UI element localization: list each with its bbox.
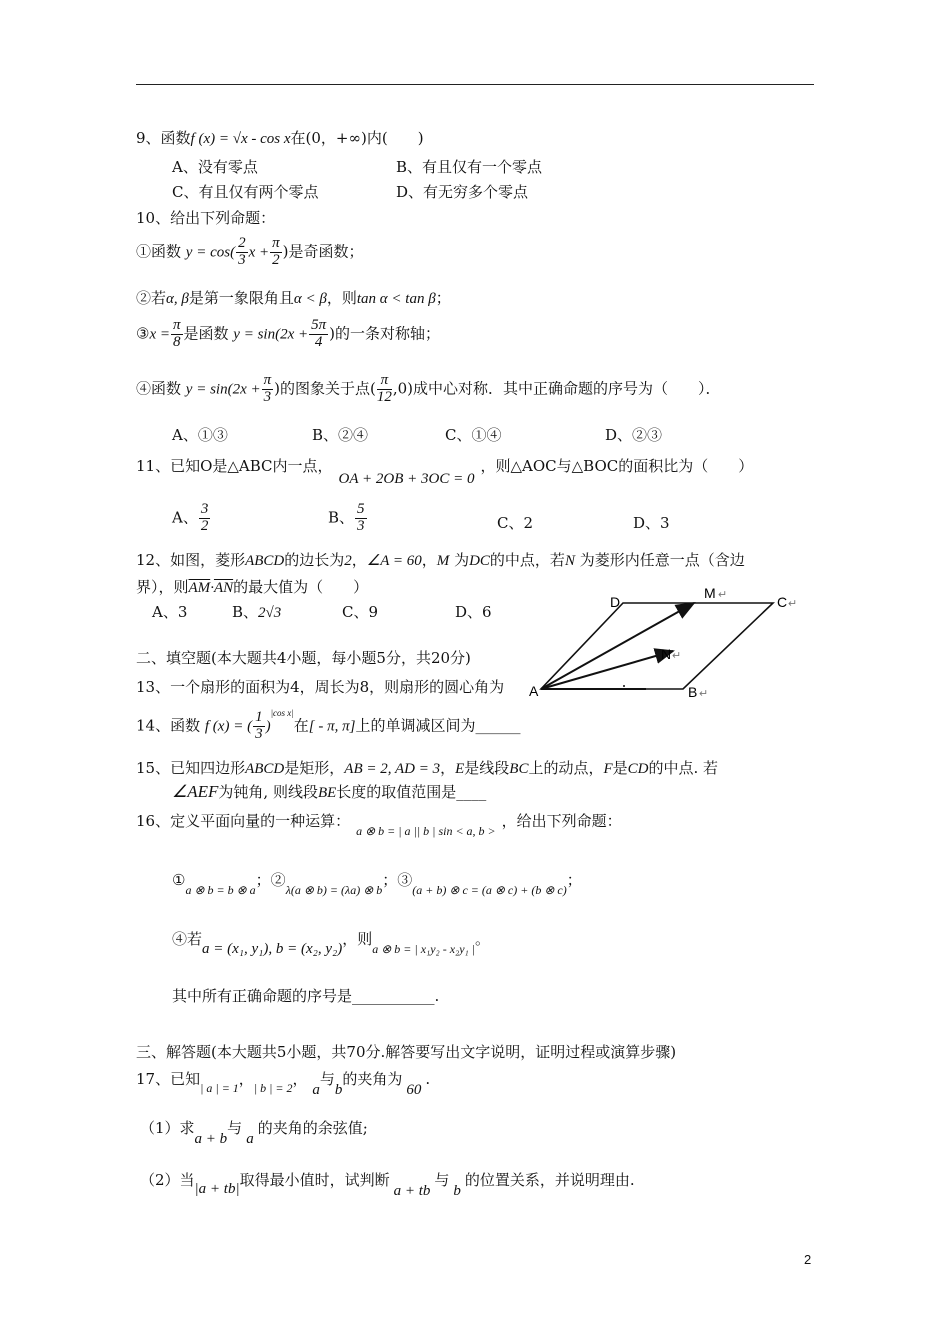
section-2-heading: 二、填空题(本大题共4小题，每小题5分，共20分) xyxy=(136,649,471,667)
q16-final-end: . xyxy=(434,987,440,1005)
dot-mark xyxy=(623,685,625,687)
q10-p2-expr3: tan α < tan β xyxy=(356,291,436,307)
q10-p1-post: )是奇函数； xyxy=(282,242,364,261)
q12-text-f: 界），则 xyxy=(136,578,189,596)
q15-angle-aef: ∠AEF xyxy=(172,782,219,801)
q16-p3-end: ； xyxy=(566,871,582,889)
q10-p3-frac2 xyxy=(309,318,328,351)
q10-p2-mid2: ，则 xyxy=(326,289,357,307)
q10-p1-expr: y = cos( xyxy=(185,244,236,261)
q17-angle: 60 xyxy=(406,1082,422,1098)
q10-p4-mid: )的图象关于点( xyxy=(274,379,376,398)
q16-definition: a ⊗ b = | a || b | sin < a, b > xyxy=(356,824,496,838)
q12-vec-am: $\overline{AM}$ xyxy=(188,580,211,596)
q12-line-1 xyxy=(136,549,745,570)
q16-text-a: 16、定义平面向量的一种运算： xyxy=(136,812,351,830)
q15-text-b: 是矩形， xyxy=(284,759,345,777)
q10-p3-pre: ③ xyxy=(136,324,150,343)
vector-an xyxy=(541,651,673,689)
q17-norm-b: | b | = 2 xyxy=(253,1081,293,1095)
frac-den: 3 xyxy=(255,725,263,742)
q15-line-2 xyxy=(172,781,486,802)
q17-norm-a: | a | = 1 xyxy=(200,1081,239,1095)
frac-num: 1 xyxy=(255,709,263,725)
q12-m: M xyxy=(436,553,450,569)
q9-expr: f (x) = √x - cos x xyxy=(190,131,291,147)
q12-n: N xyxy=(564,553,575,569)
q12-side: 2 xyxy=(344,553,352,569)
frac-num: π xyxy=(272,235,280,251)
q10-prop-4 xyxy=(136,373,721,406)
q12-option-d: D、6 xyxy=(455,603,492,621)
q16-text-b: ，给出下列命题： xyxy=(501,812,622,830)
question-13: 13、一个扇形的面积为4，周长为8，则扇形的圆心角为 xyxy=(136,678,505,696)
q10-prop-1 xyxy=(136,236,363,269)
question-14 xyxy=(136,710,521,743)
q10-p1-frac2 xyxy=(270,236,282,269)
q10-option-d: D、②③ xyxy=(605,426,663,444)
q16-stem xyxy=(136,810,622,838)
q16-p4-num: ④若 xyxy=(172,930,203,948)
q15-text-e: 上的动点， xyxy=(528,759,604,777)
q15-abcd: ABCD xyxy=(245,761,285,777)
q17-p2-and: 与 xyxy=(434,1171,450,1189)
q16-answer-blank[interactable]: ___________ xyxy=(352,987,435,1005)
q12-option-c: C、9 xyxy=(342,603,379,621)
q16-p4-end: 。 xyxy=(475,930,491,948)
q12-option-b-label: B、 xyxy=(232,603,259,621)
q10-p1-mid: x + xyxy=(248,244,270,261)
q11-expr: OA + 2OB + 3OC = 0 xyxy=(338,471,475,487)
q17-p1-vec-a: a xyxy=(246,1131,254,1147)
frac-num: 5π xyxy=(311,317,327,333)
q17-vec-a: a xyxy=(312,1082,320,1098)
q11-stem: 11、已知O是△ABC内一点， xyxy=(136,457,333,475)
q10-p3-mid: 是函数 xyxy=(183,324,229,343)
q14-answer-blank[interactable]: ______ xyxy=(475,716,521,735)
q10-p2-pre: ②若 xyxy=(136,289,167,307)
q14-mid: 在 xyxy=(293,716,309,735)
q16-p1-expr: a ⊗ b = b ⊗ a xyxy=(185,883,256,897)
q12-comma-2: ， xyxy=(421,551,437,569)
frac-den: 8 xyxy=(172,333,181,350)
q11-option-c: C、2 xyxy=(497,514,534,532)
label-m-mark: ↵ xyxy=(718,589,728,601)
q16-props-1-3 xyxy=(172,869,582,897)
q10-p3-x: x = xyxy=(149,326,170,343)
q10-p4-frac1 xyxy=(262,373,274,406)
q17-text-a: 17、已知 xyxy=(136,1070,201,1088)
frac-num: 5 xyxy=(357,501,365,517)
q10-option-c: C、①④ xyxy=(445,426,502,444)
q12-option-b-expr: 2√3 xyxy=(258,605,282,621)
q17-p2-norm: |a + tb| xyxy=(194,1181,240,1197)
frac-den: 3 xyxy=(357,517,365,534)
q10-prop-3 xyxy=(136,318,440,351)
q15-cd: CD xyxy=(627,761,649,777)
q10-p2-post: ； xyxy=(435,289,451,307)
q12-option-b xyxy=(232,601,281,622)
q17-sep-2: ， xyxy=(292,1070,308,1088)
q17-and: 与 xyxy=(319,1070,335,1088)
q11-option-b-label: B、 xyxy=(328,508,355,527)
q11-option-b xyxy=(328,502,368,535)
q16-p3-expr: (a + b) ⊗ c = (a ⊗ c) + (b ⊗ c) xyxy=(412,883,567,897)
q17-p2-text-b: 取得最小值时，试判断 xyxy=(239,1171,390,1189)
q17-p2-expr: a + tb xyxy=(393,1183,431,1199)
q15-text-c: ， xyxy=(440,759,456,777)
q17-end: . xyxy=(425,1070,431,1088)
label-b: B xyxy=(688,684,698,700)
q15-text-a: 15、已知四边形 xyxy=(136,759,246,777)
q12-comma: ， xyxy=(351,551,367,569)
q10-p4-expr: y = sin(2x + xyxy=(185,381,261,398)
section-3-heading: 三、解答题(本大题共5小题，共70分.解答要写出文字说明，证明过程或演算步骤) xyxy=(136,1043,677,1061)
q10-p1-frac1 xyxy=(236,236,248,269)
q14-exponent: |cos x| xyxy=(270,708,294,719)
q17-p1-expr: a + b xyxy=(194,1131,228,1147)
label-c-mark: ↵ xyxy=(788,598,798,610)
label-d: D xyxy=(610,594,621,610)
q17-p1-text-b: 的夹角的余弦值; xyxy=(257,1119,368,1137)
q12-line-2 xyxy=(136,576,368,597)
q9-option-c: C、有且仅有两个零点 xyxy=(172,183,319,201)
q17-text-b: 的夹角为 xyxy=(342,1070,403,1088)
q11-option-d: D、3 xyxy=(633,514,670,532)
q17-sep-1: ， xyxy=(238,1070,254,1088)
page-number: 2 xyxy=(804,1252,812,1267)
q12-option-a: A、3 xyxy=(152,603,188,621)
q12-text-c: 为 xyxy=(454,551,470,569)
q15-be: BE xyxy=(317,785,337,801)
q10-option-a: A、①③ xyxy=(172,426,228,444)
q12-text-d: 的中点，若 xyxy=(489,551,565,569)
q11-option-a xyxy=(172,502,211,535)
label-n: N xyxy=(661,646,672,662)
q12-text-g: 的最大值为（ ） xyxy=(233,578,369,596)
q10-p3-expr: y = sin(2x + xyxy=(233,326,309,343)
q10-p4-post: ,0)成中心对称．其中正确命题的序号为（ ）． xyxy=(392,379,721,398)
frac-num: π xyxy=(172,317,181,333)
q17-p1-and: 与 xyxy=(227,1119,243,1137)
q11-tail: ，则△AOC与△BOC的面积比为（ ） xyxy=(480,457,754,475)
q15-text-g: 的中点. 若 xyxy=(648,759,719,777)
q17-stem xyxy=(136,1068,431,1098)
q12-text-a: 12、如图，菱形 xyxy=(136,551,246,569)
question-11 xyxy=(136,455,754,487)
q14-interval: [ - π, π] xyxy=(308,718,356,735)
question-9 xyxy=(136,127,424,148)
q17-p2-vec-b: b xyxy=(453,1183,461,1199)
q14-close: ) xyxy=(265,718,271,735)
q10-p4-pre: ④函数 xyxy=(136,379,182,398)
q15-answer-blank[interactable]: ____ xyxy=(456,783,487,801)
q10-stem: 10、给出下列命题： xyxy=(136,209,276,227)
q9-tail: 在(0，+∞)内( ) xyxy=(290,129,424,147)
frac-den: 2 xyxy=(272,251,280,268)
q10-p3-frac1 xyxy=(171,318,183,351)
label-b-mark: ↵ xyxy=(699,688,709,700)
q10-option-b: B、②④ xyxy=(312,426,369,444)
q9-option-d: D、有无穷多个零点 xyxy=(396,183,529,201)
q10-p2-expr1: α, β xyxy=(166,291,189,307)
q12-angle: ∠A = 60 xyxy=(366,553,422,569)
q15-text-d: 是线段 xyxy=(464,759,510,777)
frac-den: 12 xyxy=(376,388,392,405)
frac-den: 2 xyxy=(200,517,209,534)
rhombus-outline xyxy=(541,603,773,689)
q11-frac-a xyxy=(199,502,211,535)
q17-part-2 xyxy=(140,1169,635,1199)
q15-text-f: 是 xyxy=(612,759,628,777)
q10-p2-expr2: α < β xyxy=(293,291,327,307)
q17-part-1 xyxy=(140,1117,368,1147)
frac-num: π xyxy=(377,373,392,390)
q16-p3-num: ；③ xyxy=(382,871,413,889)
q17-p2-text-a: （2）当 xyxy=(140,1171,195,1189)
q10-prop-2 xyxy=(136,287,451,308)
q12-dot: · xyxy=(210,580,214,596)
q15-line-1 xyxy=(136,757,718,778)
label-a: A xyxy=(529,683,539,699)
q12-dc: DC xyxy=(469,553,490,569)
q10-p2-mid: 是第一象限角且 xyxy=(188,289,294,307)
q17-p2-text-c: 的位置关系，并说明理由. xyxy=(464,1171,635,1189)
q16-p1-num: ① xyxy=(172,871,186,889)
frac-den: 4 xyxy=(314,333,323,350)
q10-p4-frac2 xyxy=(377,373,392,406)
q16-final xyxy=(172,985,439,1006)
q15-text-i: 长度的取值范围是 xyxy=(336,783,457,801)
q16-final-text: 其中所有正确命题的序号是 xyxy=(172,987,353,1005)
label-n-mark: ↵ xyxy=(672,650,682,662)
frac-num: 2 xyxy=(238,235,246,251)
q12-text-b: 的边长为 xyxy=(284,551,345,569)
header-rule xyxy=(136,84,814,85)
q12-abcd: ABCD xyxy=(245,553,285,569)
q15-f: F xyxy=(603,761,613,777)
q15-cond: AB = 2, AD = 3 xyxy=(344,761,441,777)
q16-p4-result: a ⊗ b = | x₁y₂ - x₂y₁ | xyxy=(372,942,475,956)
q16-p4-then: ，则 xyxy=(342,930,373,948)
q15-e: E xyxy=(455,761,465,777)
q12-vec-an: $\overline{AN}$ xyxy=(213,580,234,596)
q14-pre: 14、函数 xyxy=(136,716,201,735)
q14-frac xyxy=(253,710,265,743)
label-m: M xyxy=(704,586,716,601)
frac-num: π xyxy=(263,372,272,388)
q14-expr: f (x) = ( xyxy=(204,718,253,735)
frac-den: 3 xyxy=(263,388,272,405)
q15-text-h: 为钝角, 则线段 xyxy=(218,783,318,801)
frac-num: 3 xyxy=(200,501,209,517)
q14-post: 上的单调减区间为 xyxy=(355,716,476,735)
q16-p2-expr: λ(a ⊗ b) = (λa) ⊗ b xyxy=(285,883,383,897)
q15-bc: BC xyxy=(509,761,529,777)
q12-text-e: 为菱形内任意一点（含边 xyxy=(579,551,745,569)
label-c: C xyxy=(777,594,788,610)
q11-frac-b xyxy=(355,502,367,535)
q17-p1-text-a: （1）求 xyxy=(140,1119,195,1137)
q9-stem: 9、函数 xyxy=(136,129,191,147)
q10-p3-post: )的一条对称轴； xyxy=(329,324,440,343)
q9-option-a: A、没有零点 xyxy=(172,158,258,176)
q11-option-a-label: A、 xyxy=(172,508,198,527)
q16-prop-4 xyxy=(172,928,491,957)
q10-p1-pre: ①函数 xyxy=(136,242,182,261)
q16-p4-expr: a = (x₁, y₁), b = (x₂, y₂) xyxy=(202,941,343,957)
q17-vec-b: b xyxy=(334,1082,343,1098)
rhombus-figure xyxy=(520,586,810,702)
q16-p2-num: ；② xyxy=(255,871,286,889)
q9-option-b: B、有且仅有一个零点 xyxy=(396,158,543,176)
frac-den: 3 xyxy=(238,251,246,268)
